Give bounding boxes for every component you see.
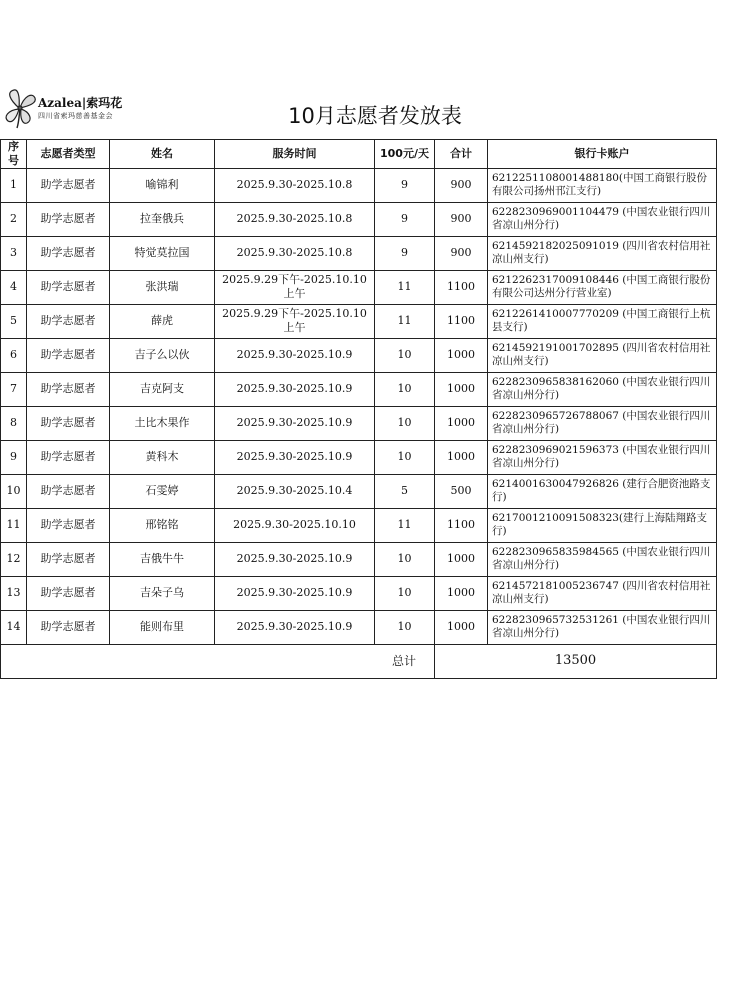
- cell-days: 5: [375, 474, 435, 508]
- cell-name: 拉奎俄兵: [110, 202, 215, 236]
- cell-subtotal: 1000: [435, 372, 488, 406]
- cell-volunteer-type: 助学志愿者: [27, 474, 110, 508]
- table-row: [1, 610, 717, 644]
- table-row: [1, 508, 717, 542]
- cell-volunteer-type: 助学志愿者: [27, 202, 110, 236]
- page-title: 10月志愿者发放表: [288, 104, 462, 128]
- cell-name: 吉朵子乌: [110, 576, 215, 610]
- cell-service-time: 2025.9.30-2025.10.9: [215, 338, 375, 372]
- cell-name: 薛虎: [110, 304, 215, 338]
- cell-no: 9: [1, 440, 27, 474]
- cell-no: 2: [1, 202, 27, 236]
- cell-no: 11: [1, 508, 27, 542]
- cell-service-time: 2025.9.30-2025.10.9: [215, 610, 375, 644]
- cell-bank-account: 6212251108001488180(中国工商银行股份有限公司扬州邗江支行): [488, 168, 717, 202]
- total-row: [1, 644, 717, 678]
- table-row: [1, 236, 717, 270]
- cell-volunteer-type: 助学志愿者: [27, 610, 110, 644]
- cell-name: 吉俄牛牛: [110, 542, 215, 576]
- cell-no: 12: [1, 542, 27, 576]
- table-row: [1, 474, 717, 508]
- volunteer-payment-table: [0, 139, 717, 679]
- cell-volunteer-type: 助学志愿者: [27, 576, 110, 610]
- cell-name: 土比木果作: [110, 406, 215, 440]
- cell-bank-account: 6228230969001104479 (中国农业银行四川省凉山州分行): [488, 202, 717, 236]
- cell-days: 10: [375, 542, 435, 576]
- cell-days: 11: [375, 304, 435, 338]
- cell-name: 石雯婷: [110, 474, 215, 508]
- cell-no: 4: [1, 270, 27, 304]
- cell-volunteer-type: 助学志愿者: [27, 304, 110, 338]
- total-label: 总计: [1, 644, 435, 678]
- cell-bank-account: 6228230965835984565 (中国农业银行四川省凉山州分行): [488, 542, 717, 576]
- cell-subtotal: 1000: [435, 338, 488, 372]
- cell-volunteer-type: 助学志愿者: [27, 236, 110, 270]
- cell-volunteer-type: 助学志愿者: [27, 508, 110, 542]
- table-row: [1, 576, 717, 610]
- header-service-time: 服务时间: [215, 140, 375, 169]
- cell-subtotal: 1100: [435, 508, 488, 542]
- table-row: [1, 542, 717, 576]
- cell-days: 10: [375, 406, 435, 440]
- cell-days: 10: [375, 440, 435, 474]
- cell-bank-account: 6214572181005236747 (四川省农村信用社凉山州支行): [488, 576, 717, 610]
- cell-subtotal: 900: [435, 168, 488, 202]
- cell-volunteer-type: 助学志愿者: [27, 372, 110, 406]
- cell-name: 喻锦利: [110, 168, 215, 202]
- cell-bank-account: 6214001630047926826 (建行合肥资池路支行): [488, 474, 717, 508]
- cell-days: 10: [375, 372, 435, 406]
- cell-volunteer-type: 助学志愿者: [27, 338, 110, 372]
- cell-volunteer-type: 助学志愿者: [27, 440, 110, 474]
- cell-subtotal: 1000: [435, 610, 488, 644]
- logo-org-name: 四川省索玛慈善基金会: [38, 112, 113, 120]
- table-body: [1, 168, 717, 644]
- table-row: [1, 304, 717, 338]
- cell-no: 13: [1, 576, 27, 610]
- cell-service-time: 2025.9.30-2025.10.4: [215, 474, 375, 508]
- cell-service-time: 2025.9.30-2025.10.9: [215, 576, 375, 610]
- cell-service-time: 2025.9.30-2025.10.10: [215, 508, 375, 542]
- cell-subtotal: 1100: [435, 304, 488, 338]
- cell-bank-account: 6214592182025091019 (四川省农村信用社凉山州支行): [488, 236, 717, 270]
- cell-no: 3: [1, 236, 27, 270]
- cell-volunteer-type: 助学志愿者: [27, 168, 110, 202]
- cell-service-time: 2025.9.30-2025.10.8: [215, 168, 375, 202]
- cell-name: 吉子么以伙: [110, 338, 215, 372]
- cell-no: 6: [1, 338, 27, 372]
- cell-bank-account: 6228230965732531261 (中国农业银行四川省凉山州分行): [488, 610, 717, 644]
- cell-name: 特觉莫拉国: [110, 236, 215, 270]
- cell-bank-account: 6212261410007770209 (中国工商银行上杭县支行): [488, 304, 717, 338]
- cell-name: 能则布里: [110, 610, 215, 644]
- cell-volunteer-type: 助学志愿者: [27, 542, 110, 576]
- cell-subtotal: 1000: [435, 542, 488, 576]
- cell-service-time: 2025.9.30-2025.10.8: [215, 236, 375, 270]
- cell-days: 10: [375, 576, 435, 610]
- cell-no: 14: [1, 610, 27, 644]
- cell-bank-account: 6214592191001702895 (四川省农村信用社凉山州支行): [488, 338, 717, 372]
- cell-subtotal: 500: [435, 474, 488, 508]
- cell-days: 10: [375, 338, 435, 372]
- table-row: [1, 202, 717, 236]
- cell-bank-account: 6217001210091508323(建行上海陆翔路支行): [488, 508, 717, 542]
- cell-bank-account: 6212262317009108446 (中国工商银行股份有限公司达州分行营业室): [488, 270, 717, 304]
- header-bank-account: 银行卡账户: [488, 140, 717, 169]
- cell-name: 黄科木: [110, 440, 215, 474]
- cell-service-time: 2025.9.30-2025.10.8: [215, 202, 375, 236]
- logo-brand-text: Azalea|索玛花: [38, 96, 123, 110]
- cell-no: 8: [1, 406, 27, 440]
- header-no: 序号: [1, 140, 27, 169]
- cell-subtotal: 1000: [435, 406, 488, 440]
- cell-no: 5: [1, 304, 27, 338]
- cell-bank-account: 6228230965726788067 (中国农业银行四川省凉山州分行): [488, 406, 717, 440]
- total-value: 13500: [435, 644, 717, 678]
- cell-service-time: 2025.9.29下午-2025.10.10上午: [215, 304, 375, 338]
- cell-no: 7: [1, 372, 27, 406]
- cell-service-time: 2025.9.30-2025.10.9: [215, 440, 375, 474]
- cell-days: 11: [375, 270, 435, 304]
- cell-days: 9: [375, 236, 435, 270]
- cell-name: 邢铭铭: [110, 508, 215, 542]
- cell-name: 张洪瑞: [110, 270, 215, 304]
- cell-subtotal: 900: [435, 202, 488, 236]
- cell-bank-account: 6228230969021596373 (中国农业银行四川省凉山州分行): [488, 440, 717, 474]
- cell-days: 11: [375, 508, 435, 542]
- header-name: 姓名: [110, 140, 215, 169]
- cell-service-time: 2025.9.30-2025.10.9: [215, 406, 375, 440]
- table-header-row: [1, 140, 717, 169]
- cell-subtotal: 1000: [435, 440, 488, 474]
- table-row: [1, 168, 717, 202]
- cell-days: 9: [375, 168, 435, 202]
- table-row: [1, 440, 717, 474]
- cell-bank-account: 6228230965838162060 (中国农业银行四川省凉山州分行): [488, 372, 717, 406]
- table-row: [1, 338, 717, 372]
- cell-service-time: 2025.9.30-2025.10.9: [215, 542, 375, 576]
- cell-service-time: 2025.9.30-2025.10.9: [215, 372, 375, 406]
- cell-name: 吉克阿支: [110, 372, 215, 406]
- cell-volunteer-type: 助学志愿者: [27, 406, 110, 440]
- table-row: [1, 406, 717, 440]
- header-volunteer-type: 志愿者类型: [27, 140, 110, 169]
- header-daily-rate: 100元/天: [375, 140, 435, 169]
- header-subtotal: 合计: [435, 140, 488, 169]
- cell-service-time: 2025.9.29下午-2025.10.10上午: [215, 270, 375, 304]
- table-row: [1, 372, 717, 406]
- cell-no: 1: [1, 168, 27, 202]
- cell-days: 10: [375, 610, 435, 644]
- cell-subtotal: 1100: [435, 270, 488, 304]
- cell-subtotal: 900: [435, 236, 488, 270]
- cell-no: 10: [1, 474, 27, 508]
- cell-days: 9: [375, 202, 435, 236]
- cell-subtotal: 1000: [435, 576, 488, 610]
- cell-volunteer-type: 助学志愿者: [27, 270, 110, 304]
- table-row: [1, 270, 717, 304]
